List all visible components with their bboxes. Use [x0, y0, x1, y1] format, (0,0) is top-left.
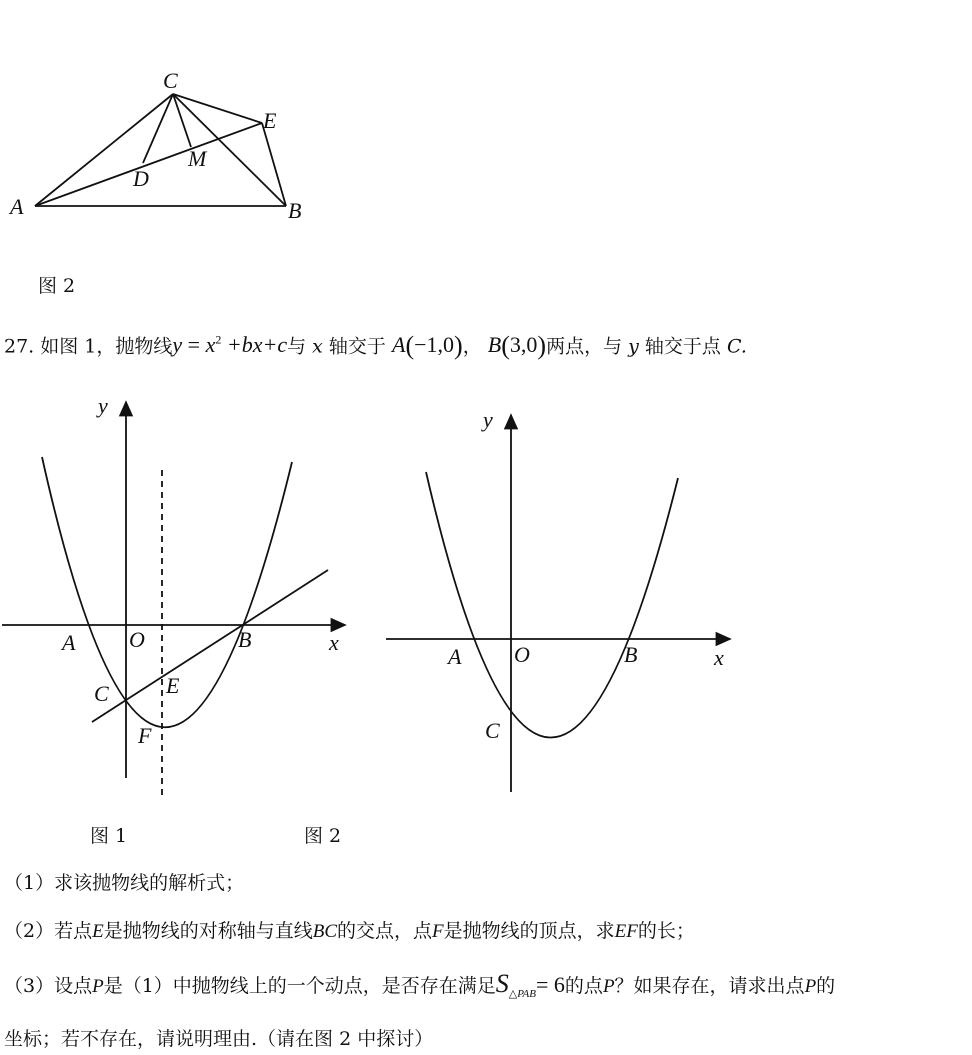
figure-2-caption: 图 2	[304, 825, 342, 847]
fig2-label-A: A	[448, 644, 462, 669]
parabola-equation: $y = x^2 +bx+c$	[172, 332, 288, 358]
label-B: B	[288, 198, 302, 223]
fig2-label-B: B	[624, 642, 638, 667]
fig1-label-y: y	[98, 393, 108, 418]
segment-AE	[35, 123, 262, 206]
question-1: （1）求该抛物线的解析式；	[4, 872, 245, 894]
fig1-line-BC	[92, 570, 328, 722]
problem-number: 27.	[4, 335, 35, 358]
figure-1-caption: 图 1	[90, 825, 128, 847]
area-condition: $S_{\triangle PAB}= 6$	[495, 969, 565, 1000]
problem-statement: 27. 如图 1，抛物线$y = x^2 +bx+c$与 x 轴交于 A(−1,0)， B(3,0)两点，与 y 轴交于点 C.	[4, 331, 747, 361]
segment-CD	[143, 94, 173, 163]
fig2-label-O: O	[514, 642, 530, 667]
geometry-figure	[0, 60, 340, 230]
fig2-label-C: C	[485, 718, 500, 743]
question-3-continued: 坐标；若不存在，请说明理由.（请在图 2 中探讨）	[4, 1028, 434, 1050]
figure-2	[380, 400, 740, 800]
y-variable: y	[628, 335, 639, 358]
intro-prefix: 如图 1，抛物线	[40, 335, 173, 358]
question-2: （2）若点E是抛物线的对称轴与直线BC的交点，点F是抛物线的顶点，求EF的长；	[4, 920, 695, 942]
fig1-label-B: B	[238, 627, 252, 652]
label-A: A	[10, 194, 24, 219]
label-E: E	[263, 108, 277, 133]
point-B: B(3,0)	[487, 331, 547, 361]
label-D: D	[133, 166, 149, 191]
segment-AC	[35, 94, 173, 206]
fig1-label-C: C	[94, 681, 109, 706]
fig2-parabola	[426, 472, 678, 738]
label-C: C	[163, 68, 178, 93]
figure-1	[0, 390, 360, 800]
fig1-label-E: E	[166, 673, 180, 698]
x-variable: x	[312, 335, 323, 358]
fig2-label-x: x	[714, 645, 724, 670]
point-A: A(−1,0)	[391, 331, 463, 361]
fig1-label-x: x	[329, 630, 339, 655]
point-C-label: C.	[726, 335, 747, 358]
segment-CE	[173, 94, 262, 123]
question-3: （3）设点P是（1）中抛物线上的一个动点，是否存在满足$S_{\triangle PAB}= 6$的点P？如果存在，请求出点P的	[4, 969, 836, 1000]
fig2-label-y: y	[483, 407, 493, 432]
fig1-label-F: F	[138, 723, 152, 748]
fig1-label-A: A	[62, 630, 76, 655]
geometry-figure-caption: 图 2	[38, 275, 76, 297]
label-M: M	[188, 146, 207, 171]
fig1-label-O: O	[129, 627, 145, 652]
